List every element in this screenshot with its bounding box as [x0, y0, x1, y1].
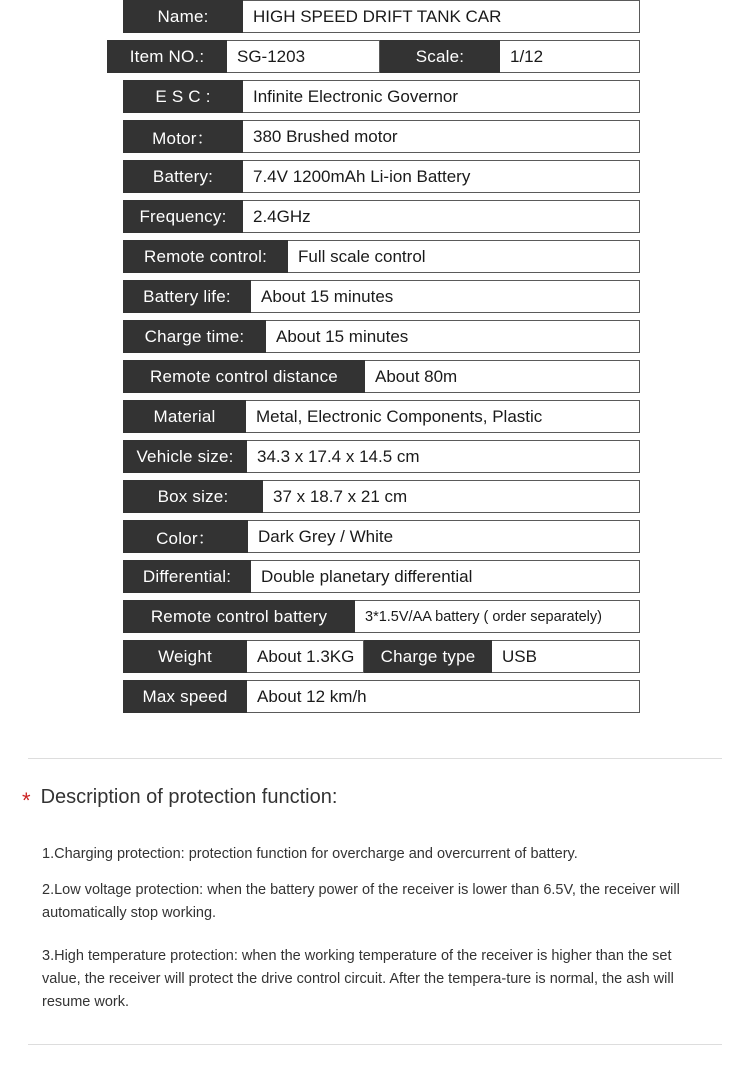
spec-row: [123, 320, 750, 353]
spec-label: Item NO.:: [107, 40, 227, 73]
spec-value: 380 Brushed motor: [243, 120, 640, 153]
spec-label: Name:: [123, 0, 243, 33]
spec-value: SG-1203: [227, 40, 380, 73]
protection-heading: [22, 786, 338, 813]
spec-row: [123, 680, 750, 713]
spec-label: Box size:: [123, 480, 263, 513]
spec-row: [123, 400, 750, 433]
spec-value: About 15 minutes: [266, 320, 640, 353]
spec-value: About 1.3KG: [247, 640, 364, 673]
spec-row: [107, 40, 750, 73]
spec-label: Material: [123, 400, 246, 433]
spec-label: Max speed: [123, 680, 247, 713]
spec-value: Metal, Electronic Components, Plastic: [246, 400, 640, 433]
spec-row: [123, 120, 750, 153]
spec-label: Frequency:: [123, 200, 243, 233]
spec-value: 7.4V 1200mAh Li-ion Battery: [243, 160, 640, 193]
spec-label: Weight: [123, 640, 247, 673]
spec-row: [123, 160, 750, 193]
spec-value: Double planetary differential: [251, 560, 640, 593]
divider-bottom: [28, 1044, 722, 1045]
spec-label: Differential:: [123, 560, 251, 593]
spec-row: [123, 480, 750, 513]
spec-label-secondary: Charge type: [364, 640, 492, 673]
spec-label: E S C :: [123, 80, 243, 113]
spec-value-secondary: 1/12: [500, 40, 640, 73]
spec-row: [123, 280, 750, 313]
spec-value: Dark Grey / White: [248, 520, 640, 553]
spec-label: Motor：: [123, 120, 243, 153]
spec-row: [123, 80, 750, 113]
spec-label: Battery:: [123, 160, 243, 193]
spec-value: Infinite Electronic Governor: [243, 80, 640, 113]
spec-value: 34.3 x 17.4 x 14.5 cm: [247, 440, 640, 473]
asterisk-icon: *: [22, 787, 31, 813]
spec-label: Remote control distance: [123, 360, 365, 393]
spec-row: [123, 240, 750, 273]
divider-top: [28, 758, 722, 759]
spec-value: Full scale control: [288, 240, 640, 273]
spec-label-secondary: Scale:: [380, 40, 500, 73]
protection-item-2: 2.Low voltage protection: when the battery power of the receiver is lower than 6.5V, the receiver will automatically stop working.: [42, 882, 680, 921]
spec-value: About 15 minutes: [251, 280, 640, 313]
spec-row: [123, 0, 750, 33]
protection-item-3: 3.High temperature protection: when the working temperature of the receiver is higher than the set value, the receiver will protect the drive control circuit. After the tempera-ture is normal, the ash will resume work.: [42, 948, 674, 1010]
spec-value: 37 x 18.7 x 21 cm: [263, 480, 640, 513]
protection-item-1: 1.Charging protection: protection function for overcharge and overcurrent of battery.: [42, 846, 578, 862]
spec-row: [123, 560, 750, 593]
protection-heading-text: Description of protection function:: [40, 786, 338, 808]
spec-value: About 80m: [365, 360, 640, 393]
spec-label: Vehicle size:: [123, 440, 247, 473]
spec-value-secondary: USB: [492, 640, 640, 673]
spec-label: Remote control:: [123, 240, 288, 273]
spec-label: Charge time:: [123, 320, 266, 353]
spec-value: About 12 km/h: [247, 680, 640, 713]
spec-label: Remote control battery: [123, 600, 355, 633]
spec-row: [123, 640, 750, 673]
spec-value: 2.4GHz: [243, 200, 640, 233]
spec-row: [123, 520, 750, 553]
spec-label: Color：: [123, 520, 248, 553]
spec-row: [123, 600, 750, 633]
spec-value: HIGH SPEED DRIFT TANK CAR: [243, 0, 640, 33]
spec-label: Battery life:: [123, 280, 251, 313]
spec-row: [123, 440, 750, 473]
spec-value: 3*1.5V/AA battery ( order separately): [355, 600, 640, 633]
spec-row: [123, 360, 750, 393]
spec-row: [123, 200, 750, 233]
